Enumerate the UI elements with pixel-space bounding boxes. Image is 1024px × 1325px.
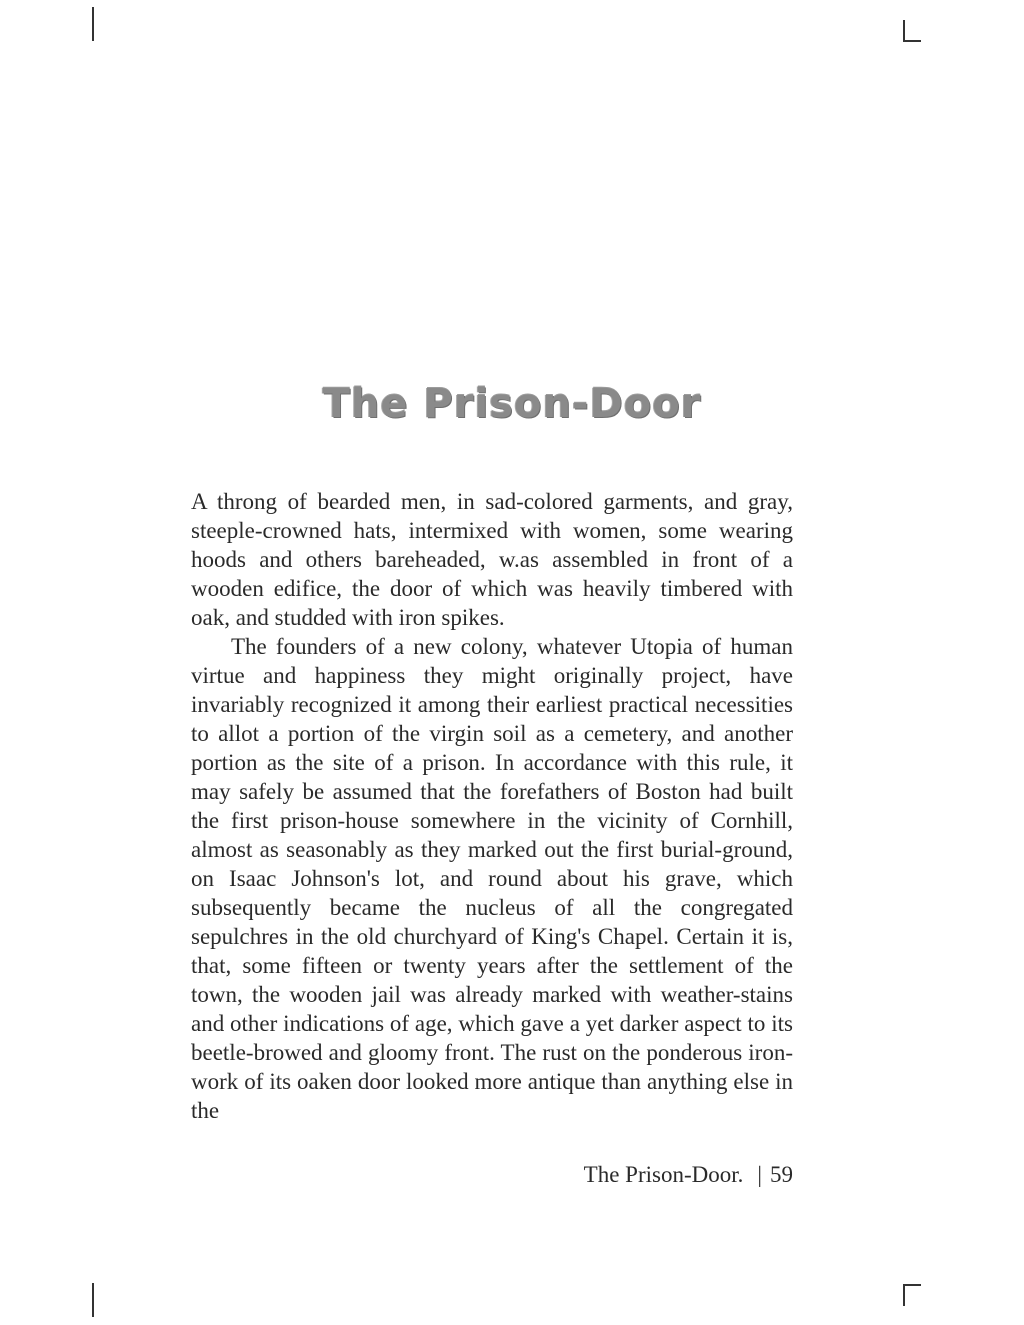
crop-mark-bottom-right-vertical [903, 1284, 905, 1306]
crop-mark-bottom-right-horizontal [903, 1284, 921, 1286]
footer-separator: | [757, 1162, 762, 1187]
crop-mark-top-right-horizontal [903, 40, 921, 42]
chapter-title: The Prison-Door [322, 381, 702, 427]
page-number: 59 [770, 1162, 793, 1187]
paragraph: A throng of bearded men, in sad-colored garments, and gray, steeple-crowned hats, intermixed with women, some wearing hoods and others bareheaded, w.as assembled in front of a wooden edifice, the door of which was heavily timbered with oak, and studded with iron spikes. [191, 489, 793, 630]
paragraph: The founders of a new colony, whatever Utopia of human virtue and happiness they might originally project, have invariably recognized it among their earliest practical necessities to allot a portion of the virgin soil as a cemetery, and another portion as the site of a prison. In accordance with this rule, it may safely be assumed that the forefathers of Boston had built the first prison-house somewhere in the vicinity of Cornhill, almost as seasonably as they marked out the first burial-ground, on Isaac Johnson's lot, and round about his grave, which subsequently became the nucleus of all the congregated sepulchres in the old churchyard of King's Chapel. Certain it is, that, some fifteen or twenty years after the settlement of the town, the wooden jail was already marked with weather-stains and other indications of age, which gave a yet darker aspect to its beetle-browed and gloomy front. The rust on the ponderous iron-work of its oaken door looked more antique than anything else in the [191, 634, 793, 1123]
page-footer [584, 1160, 793, 1189]
running-title: The Prison-Door. [583, 1162, 744, 1187]
crop-mark-top-left [92, 7, 94, 41]
crop-mark-top-right-vertical [903, 20, 905, 42]
chapter-body [191, 487, 793, 1125]
crop-mark-bottom-left [92, 1283, 94, 1317]
